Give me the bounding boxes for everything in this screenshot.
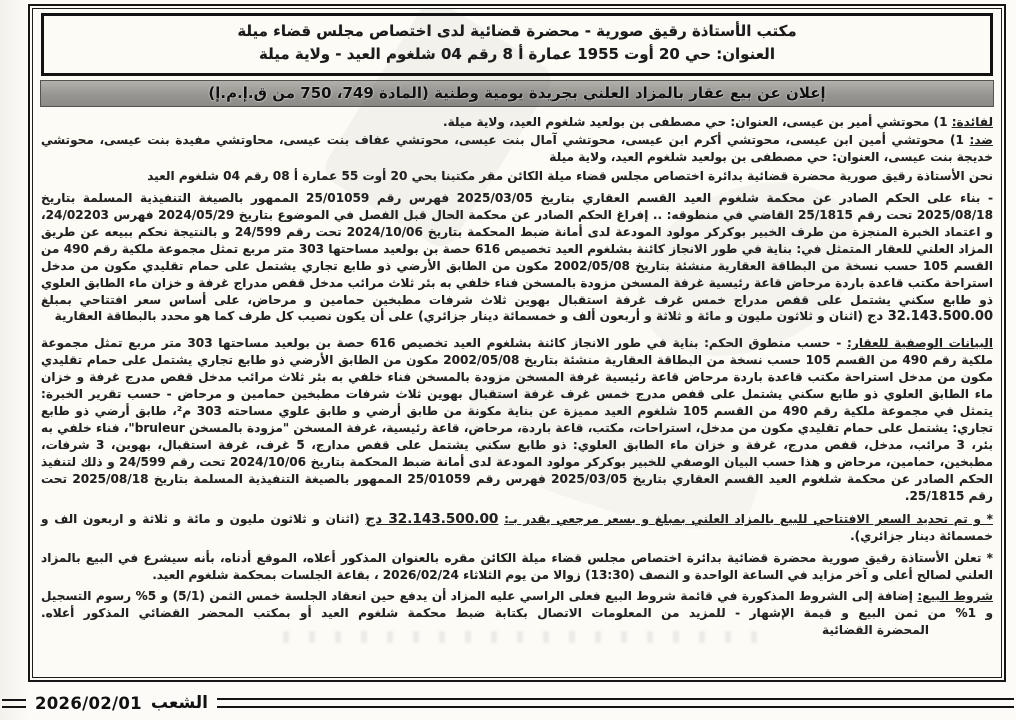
sale-announcement-after: ، بقاعة الجلسات بمحكمة شلغوم العيد. [152,568,379,583]
opening-price-lead: * و تم تحديد السعر الافتتاحي للبيع بالمزاد العلني بمبلغ و بسعر مرجعي يقدر بـ: [504,512,994,527]
sale-conditions-text: إضافة إلى الشروط المذكورة في قائمة شروط البيع فعلى الراسي عليه المزاد أن يدفع حين انعقاد الجلسة خمس الثمن (5/1) و 5% رسوم التسجيل و 1% من ثمن البيع و قيمة الإشهار - للمزيد من المعلومات الاتصال بكتابة ضبط محكمة شلغوم العيد أو بمكتب المحضر القضائي المذكور أعلاه. [41,589,993,620]
sale-announcement-middle: زوالا من يوم الثلاثاء [463,568,581,583]
page-edge-shading [0,0,28,720]
footer-rule-long [217,698,1014,708]
paragraph-property-description [41,335,993,504]
against-label: ضد: [969,133,993,148]
against-text: 1) محوتشي أمين ابن عيسى، محوتشي أكرم ابن عيسى، محوتشي آمال بنت عيسى، محوتشي عفاف بنت عيسى، محاوتشي مفيدة بنت عيسى، محوتشي خديجة بنت عيسى، العنوان: حي مصطفى بن بولعيد شلغوم العيد، ولاية ميلة [41,133,993,165]
document-frame [28,4,1006,682]
document-body [39,110,995,639]
office-title: مكتب الأستاذة رقيق صورية - محضرة قضائية لدى اختصاص مجلس قضاء ميلة [237,22,797,40]
office-address: العنوان: حي 20 أوت 1955 عمارة أ 8 رقم 04 شلغوم العيد - ولاية ميلة [259,45,775,64]
sale-announcement-text: * تعلن الأستاذة رقيق صورية محضرة قضائية بدائرة اختصاص مجلس قضاء ميلة الكائن مقره بالعنوان المذكور أعلاه، الموقع أدناه، بأنه سيشرع في البيع بالمزاد العلني لصالح أعلى و آخر مزايد في الساعة الواحدة و النصف [41,551,993,583]
paragraph-against [41,132,993,166]
paragraph-judgment [41,190,993,326]
announcement-banner: إعلان عن بيع عقار بالمزاد العلني بجريدة يومية وطنية (المادة 749، 750 من ق.إ.م.إ) [40,80,994,107]
sale-date: 2026/02/24 [382,568,459,583]
paragraph-beneficiary [41,114,993,131]
footer-date: 2026/02/01 [35,693,142,713]
document-frame-inner [32,8,1002,678]
sale-conditions-label: شروط البيع: [917,589,993,604]
paragraph-opening-price [41,511,993,545]
judgment-amount: 32.143.500.00 دج [867,309,993,325]
office-header-box [41,13,993,76]
opening-price-amount: 32.143.500.00 دج [365,511,499,528]
bailiff-signature: المحضرة القضائية [822,622,929,637]
footer-rule-short [2,699,26,708]
beneficiary-label: لفائدة: [951,114,993,129]
footer-newspaper-name: الشعب [150,693,209,713]
judgment-text-after: (اثنان و ثلاثون مليون و مائة و ثلاثة و أربعون ألف و خمسمائة دينار جزائري) على أن يكون نصيب كل طرف كما هو محدد بالبطاقة العقارية [54,309,863,324]
property-description-text: - حسب منطوق الحكم: بناية في طور الانجاز كائنة بشلغوم العيد تخصيص 616 حصة بن بولعيد مساحتها 303 متر مربع تمثل مجموعة ملكية رقم 490 من القسم 105 حسب نسخة من البطاقة العقارية منشئة بتاريخ 2002/05/08 مكون من الطابق الأرضي ذو طابع تجاري يشتمل على حمام تقليدي مكون من مدخل استراحة مكتب قاعدة باردة مرحاض قاعة رئيسية غرفة المسخن مزودة بالمسخن فناء خلفي به بئر ثلاث مرائب مدخل قفص مدرج غرفة و خزان ماء الطابق العلوي ذو طابع سكني يشتمل على قفص مدرج خمس غرف غرفة استقبال بهوين ثلاث شرفات مطبخين حمامين و مرحاض - حسب تقرير الخبرة: يتمثل في مجموعة ملكية رقم 490 من القسم 105 شلغوم العيد مميزة عن بناية مكونة من طابق أرضي و طابق علوي مساحته 303 م²، طابق أرضي ذو طابع تجاري: يشتمل على حمام تقليدي مكون من مدخل، استراحات، مكتب، قاعة باردة، مرحاض، قاعة رئيسية، غرفة المسخن "مزودة بالمسخن bruleur"، فناء خلفي به بئر، 3 مرائب، مدخل، قفص مدرج، غرفة و خزان ماء الطابق العلوي: ذو طابع سكني يشتمل على قفص مدارج، 5 غرف، غرفة استقبال، بهوين، 3 شرفات، مطبخين، حمامين، مرحاض و هذا حسب البيان الوصفي للخبير بوكركر مولود المودعة لدى أمانة ضبط المحكمة بتاريخ 2024/10/06 تحت رقم 24/599 و ذلك لتنفيذ الحكم الصادر عن محكمة شلغوم العيد القسم العقاري بتاريخ 2025/03/05 فهرس رقم 25/01059 الممهور بالصيغة التنفيذية المسلمة بتاريخ 2025/08/18 تحت رقم 25/1815. [41,336,994,503]
scan-smudge [283,631,763,643]
judgment-text: - بناء على الحكم الصادر عن محكمة شلغوم العيد القسم العقاري بتاريخ 2025/03/05 فهرس رقم 25/01059 الممهور بالصيغة التنفيذية المسلمة بتاريخ 2025/08/18 تحت رقم 25/1815 القاضي في منطوقه: .. إفراغ الحكم الصادر عن محكمة الحال قبل الفصل في الموضوع بتاريخ 2024/05/29 فهرس 24/02203، و اعتماد الخبرة المنجزة من طرف الخبير بوكركر مولود المودعة لدى أمانة ضبط المحكمة بتاريخ 2024/10/06 تحت رقم 24/599 و بالنتيجة نحكم ببيعه عن طريق المزاد العلني للعقار المتمثل في: بناية في طور الانجاز كائنة بشلغوم العيد تخصيص 616 حصة بن بولعيد مساحتها 303 متر مربع تمثل مجموعة ملكية رقم 490 من القسم 105 حسب نسخة من البطاقة العقارية منشئة بتاريخ 2002/05/08 مكون من الطابق الأرضي ذو طابع تجاري يشتمل على حمام تقليدي مكون من مدخل استراحة مكتب قاعدة باردة مرحاض قاعة رئيسية غرفة المسخن مزودة بالمسخن فناء خلفي به بئر ثلاث مرائب مدخل قفص مدراج غرفة و خزان ماء الطابق العلوي ذو طابع سكني يشتمل على قفص مدراج خمس غرف غرفة استقبال بهوين ثلاث شرفات مطبخين حمامين و مرحاض، على أساس سعر افتتاحي بمبلغ [41,191,993,307]
opening-price-words: (اثنان و ثلاثون مليون و مائة و ثلاثة و اربعون الف و خمسمائة دينار جزائري). [41,512,993,544]
paragraph-bailiff-intro: نحن الأستاذة رقيق صورية محضرة قضائية بدائرة اختصاص مجلس قضاء ميلة الكائن مقر مكتبنا بحي 20 أوت 55 عمارة أ 08 رقم 04 شلغوم العيد [147,169,993,184]
property-description-label: البيانات الوصفية للعقار: [847,336,993,351]
newspaper-footer [0,691,1016,715]
beneficiary-text: 1) محوتشي أمير بن عيسى، العنوان: حي مصطفى بن بولعيد شلغوم العيد، ولاية ميلة. [443,114,948,129]
sale-time: (13:30) [585,568,635,583]
paragraph-sale-announcement [41,550,993,584]
